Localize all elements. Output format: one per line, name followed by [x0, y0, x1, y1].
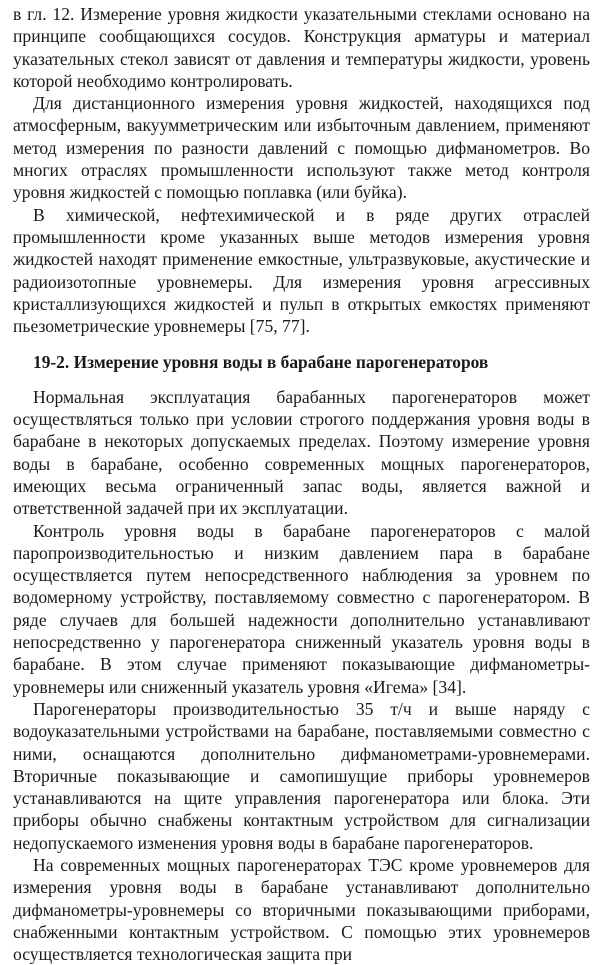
paragraph-level-control: Контроль уровня воды в барабане парогенераторов с малой паропроизводительностью и низким давлением пара в барабане осуществляется путем непосредственного наблюдения за уровнем по водомерному устройству, поставляемому совместно с парогенератором. В ряде случаев для большей надежности дополнительно устанавливают непосредственно у парогенератора сниженный указатель уровня воды в барабане. В этом случае применяют показывающие дифманометры-уровнемеры или сниженный указатель уровня «Игема» [34]. [13, 520, 590, 697]
section-heading: 19-2. Измерение уровня воды в барабане парогенераторов [33, 352, 489, 373]
paragraph-intro-continuation: в гл. 12. Измерение уровня жидкости указательными стеклами основано на принципе сообщающихся сосудов. Конструкция арматуры и материал указательных стекол зависят от давления и температуры жидкости, уровень которой необходимо контролировать. [13, 4, 590, 91]
paragraph-remote-measurement: Для дистанционного измерения уровня жидкостей, находящихся под атмосферным, вакуумметрическим или избыточным давлением, применяют метод измерения по разности давлений с помощью дифманометров. Во многих отраслях промышленности используют также метод контроля уровня жидкостей с помощью поплавка (или буйка). [13, 93, 590, 203]
paragraph-steam-generators-35: Парогенераторы производительностью 35 т/ч и выше наряду с водоуказательными устройствами на барабане, поставляемыми совместно с ними, оснащаются дополнительно дифманометрами-уровнемерами. Вторичные показывающие и самопишущие приборы уровнемеров устанавливаются на щите управления парогенератора или блока. Эти приборы обычно снабжены контактным устройством для сигнализации недопускаемого изменения уровня воды в барабане парогенераторов. [13, 698, 590, 853]
paragraph-modern-generators: На современных мощных парогенераторах ТЭС кроме уровнемеров для измерения уровня воды в барабане устанавливают дополнительно дифманометры-уровнемеры со вторичными показывающими приборами, снабженными контактным устройством. С помощью этих уровнемеров осуществляется технологическая защита при [13, 854, 590, 965]
paragraph-normal-operation: Нормальная эксплуатация барабанных парогенераторов может осуществляться только при условии строгого поддержания уровня воды в барабане в некоторых допускаемых пределах. Поэтому измерение уровня воды в барабане, особенно современных мощных парогенераторов, имеющих весьма ограниченный запас воды, является важной и ответственной задачей при их эксплуатации. [13, 386, 590, 519]
paragraph-other-industries: В химической, нефтехимической и в ряде других отраслей промышленности кроме указанных выше методов измерения уровня жидкостей находят применение емкостные, ультразвуковые, акустические и радиоизотопные уровнемеры. Для измерения уровня агрессивных кристаллизующихся жидкостей и пульп в открытых емкостях применяют пьезометрические уровнемеры [75, 77]. [13, 204, 590, 337]
